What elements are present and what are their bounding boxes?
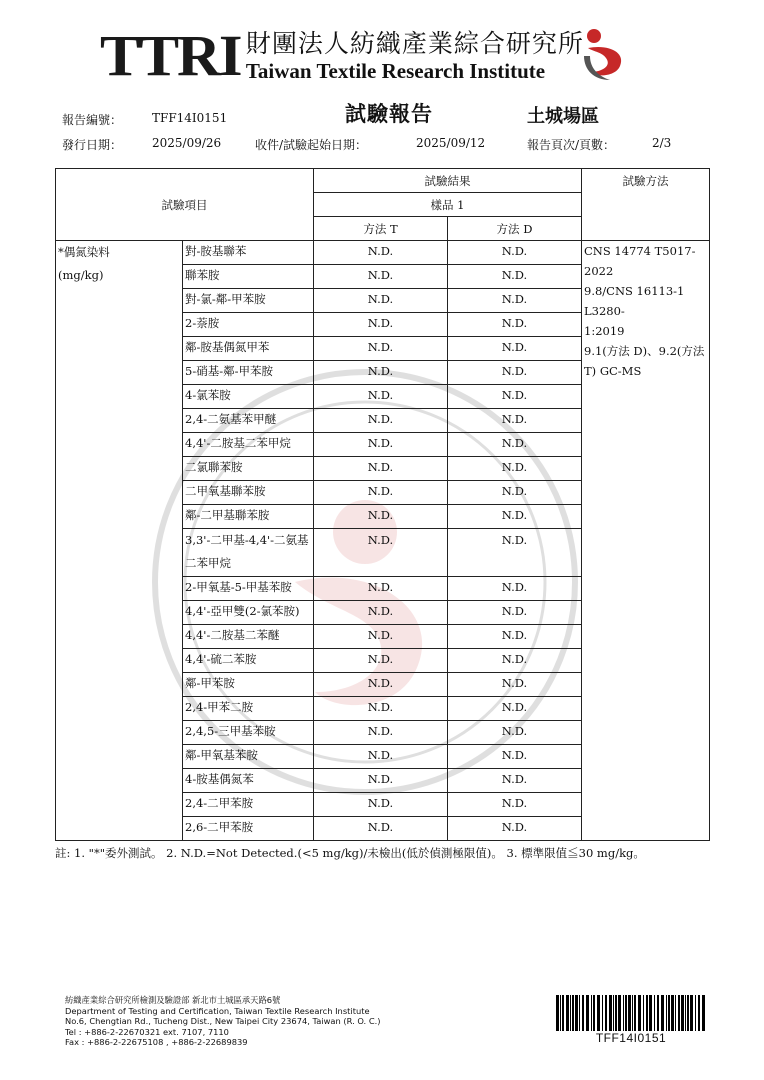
result-method-d: N.D. [448, 241, 582, 265]
barcode-bar [613, 995, 614, 1031]
test-method-line: 1:2019 [584, 324, 625, 338]
org-logo [100, 23, 584, 88]
barcode-bar [681, 995, 684, 1031]
result-method-t: N.D. [314, 577, 448, 601]
barcode-bar [586, 995, 589, 1031]
barcode-bar [579, 995, 580, 1031]
result-method-d: N.D. [448, 457, 582, 481]
result-method-t: N.D. [314, 289, 448, 313]
test-item-name: 3,3'-二甲基-4,4'-二氨基二苯甲烷 [183, 529, 314, 577]
test-method-line: 9.8/CNS 16113-1 L3280- [584, 284, 685, 318]
result-method-t: N.D. [314, 745, 448, 769]
result-method-d: N.D. [448, 361, 582, 385]
result-method-d: N.D. [448, 769, 582, 793]
result-method-d: N.D. [448, 817, 582, 841]
barcode-bar [591, 995, 592, 1031]
result-method-d: N.D. [448, 265, 582, 289]
page-label: 報告頁次/頁數： [527, 138, 616, 152]
test-item-name: 二甲氧基聯苯胺 [183, 481, 314, 505]
result-method-t: N.D. [314, 721, 448, 745]
result-method-t: N.D. [314, 433, 448, 457]
test-method-line: 9.1(方法 D)、9.2(方法 [584, 344, 705, 358]
receive-date: 2025/09/12 [416, 136, 486, 150]
result-method-t: N.D. [314, 625, 448, 649]
barcode-bar [657, 995, 659, 1031]
result-method-d: N.D. [448, 409, 582, 433]
report-no-label: 報告編號： [62, 113, 123, 127]
test-item-name: 聯苯胺 [183, 265, 314, 289]
report-title: 試驗報告 [345, 102, 433, 126]
col-method: 試驗方法 [582, 169, 710, 241]
test-item-name: 鄰-胺基偶氮甲苯 [183, 337, 314, 361]
barcode-bar [685, 995, 686, 1031]
test-item-name: 對-氯-鄰-甲苯胺 [183, 289, 314, 313]
barcode-bar [560, 995, 561, 1031]
category-unit: (mg/kg) [58, 268, 104, 282]
result-method-t: N.D. [314, 649, 448, 673]
result-method-t: N.D. [314, 601, 448, 625]
footer-line: Fax : +886-2-22675108 , +886-2-22689839 [65, 1037, 248, 1047]
test-item-name: 2,4-二甲苯胺 [183, 793, 314, 817]
result-method-t: N.D. [314, 673, 448, 697]
page-value: 2/3 [652, 136, 672, 150]
barcode-bar [582, 995, 584, 1031]
test-item-name: 鄰-甲氧基苯胺 [183, 745, 314, 769]
issue-date-label: 發行日期： [62, 138, 123, 152]
method-d-header: 方法 D [448, 217, 582, 241]
result-method-d: N.D. [448, 385, 582, 409]
result-method-d: N.D. [448, 625, 582, 649]
test-item-name: 2-甲氧基-5-甲基苯胺 [183, 577, 314, 601]
barcode-bar [597, 995, 600, 1031]
test-item-name: 5-硝基-鄰-甲苯胺 [183, 361, 314, 385]
barcode-bar [572, 995, 574, 1031]
barcode-bar [654, 995, 655, 1031]
result-method-d: N.D. [448, 337, 582, 361]
barcode-bar [632, 995, 633, 1031]
report-no: TFF14I0151 [152, 111, 228, 125]
issue-date: 2025/09/26 [152, 136, 222, 150]
barcode-bar [623, 995, 624, 1031]
test-item-name: 4-氯苯胺 [183, 385, 314, 409]
barcode-bar [678, 995, 680, 1031]
barcode-bar [702, 995, 705, 1031]
result-method-t: N.D. [314, 313, 448, 337]
barcode-text: TFF14I0151 [595, 1031, 667, 1045]
org-name-zh: 財團法人紡織產業綜合研究所 [245, 29, 584, 58]
barcode-bar [618, 995, 621, 1031]
result-method-t: N.D. [314, 793, 448, 817]
barcode-bar [661, 995, 664, 1031]
result-method-d: N.D. [448, 313, 582, 337]
test-item-name: 2-萘胺 [183, 313, 314, 337]
result-method-d: N.D. [448, 721, 582, 745]
method-t-header: 方法 T [314, 217, 448, 241]
result-method-t: N.D. [314, 241, 448, 265]
result-method-t: N.D. [314, 385, 448, 409]
barcode-bar [687, 995, 689, 1031]
barcode-bar [690, 995, 693, 1031]
result-method-d: N.D. [448, 793, 582, 817]
result-method-t: N.D. [314, 337, 448, 361]
sample-label: 樣品 1 [314, 193, 582, 217]
barcode-bar [646, 995, 648, 1031]
result-method-d: N.D. [448, 601, 582, 625]
test-item-name: 4,4'-亞甲雙(2-氯苯胺) [183, 601, 314, 625]
category-cell [56, 241, 183, 841]
test-method-line: CNS 14774 T5017-2022 [584, 244, 696, 278]
barcode-bar [671, 995, 674, 1031]
test-item-name: 二氯聯苯胺 [183, 457, 314, 481]
test-item-name: 2,4-甲苯二胺 [183, 697, 314, 721]
barcode-bar [666, 995, 667, 1031]
test-item-name: 2,6-二甲苯胺 [183, 817, 314, 841]
test-item-name: 鄰-二甲基聯苯胺 [183, 505, 314, 529]
barcode-bar [638, 995, 641, 1031]
col-result: 試驗結果 [314, 169, 582, 193]
barcode-bar [593, 995, 595, 1031]
test-method-line: T) GC-MS [584, 364, 642, 378]
result-method-t: N.D. [314, 361, 448, 385]
logo-ttri-text: TTRI [100, 23, 241, 88]
barcode-bar [643, 995, 644, 1031]
col-test-item: 試驗項目 [56, 169, 314, 241]
footer-line: Department of Testing and Certification, Taiwan Textile Research Institute [65, 1005, 370, 1016]
test-item-name: 4,4'-硫二苯胺 [183, 649, 314, 673]
result-method-t: N.D. [314, 817, 448, 841]
footer-address [65, 995, 381, 1048]
test-item-name: 2,4,5-三甲基苯胺 [183, 721, 314, 745]
barcode-bar [628, 995, 631, 1031]
barcode-bar [625, 995, 627, 1031]
test-item-name: 4,4'-二胺基二苯醚 [183, 625, 314, 649]
test-item-name: 對-胺基聯苯 [183, 241, 314, 265]
table-row [56, 241, 710, 265]
barcode-bar [602, 995, 603, 1031]
test-item-name: 4,4'-二胺基二苯甲烷 [183, 433, 314, 457]
barcode-bar [609, 995, 612, 1031]
result-method-d: N.D. [448, 481, 582, 505]
barcode-bar [562, 995, 564, 1031]
footnote: 註: 1. "*"委外測試。 2. N.D.=Not Detected.(<5 mg/kg)/未檢出(低於偵測極限值)。 3. 標準限值≦30 mg/kg。 [55, 846, 645, 860]
result-method-t: N.D. [314, 481, 448, 505]
site-name: 土城場區 [527, 106, 599, 127]
barcode-bar [698, 995, 700, 1031]
ttri-emblem-icon [580, 26, 632, 84]
footer-line: Tel : +886-2-22670321 ext. 7107, 7110 [65, 1026, 229, 1037]
barcode-bar [605, 995, 607, 1031]
result-method-d: N.D. [448, 577, 582, 601]
barcode-bar [566, 995, 569, 1031]
barcode-bar [649, 995, 652, 1031]
barcode-icon [556, 995, 706, 1031]
results-table [55, 168, 710, 841]
barcode-bar [615, 995, 617, 1031]
result-method-d: N.D. [448, 649, 582, 673]
result-method-d: N.D. [448, 745, 582, 769]
result-method-t: N.D. [314, 769, 448, 793]
barcode-bar [668, 995, 670, 1031]
result-method-t: N.D. [314, 409, 448, 433]
test-item-name: 鄰-甲苯胺 [183, 673, 314, 697]
category-label: *偶氮染料 [58, 245, 110, 259]
result-method-t: N.D. [314, 697, 448, 721]
barcode-bar [575, 995, 578, 1031]
result-method-t: N.D. [314, 505, 448, 529]
result-method-t: N.D. [314, 457, 448, 481]
footer-line: 紡織產業綜合研究所檢測及驗證部 新北市土城區承天路6號 [65, 995, 281, 1005]
result-method-t: N.D. [314, 265, 448, 289]
result-method-d: N.D. [448, 529, 582, 577]
result-method-d: N.D. [448, 505, 582, 529]
org-name-en: Taiwan Textile Research Institute [245, 59, 546, 83]
test-item-name: 4-胺基偶氮苯 [183, 769, 314, 793]
result-method-t: N.D. [314, 529, 448, 577]
barcode-bar [695, 995, 696, 1031]
test-item-name: 2,4-二氨基苯甲醚 [183, 409, 314, 433]
result-method-d: N.D. [448, 697, 582, 721]
footer-line: No.6, Chengtian Rd., Tucheng Dist., New Taipei City 23674, Taiwan (R. O. C.) [65, 1016, 381, 1026]
barcode-bar [556, 995, 559, 1031]
barcode-bar [634, 995, 636, 1031]
result-method-d: N.D. [448, 433, 582, 457]
barcode-bar [675, 995, 676, 1031]
barcode-bar [570, 995, 571, 1031]
receive-date-label: 收件/試驗起始日期： [255, 138, 368, 152]
result-method-d: N.D. [448, 289, 582, 313]
result-method-d: N.D. [448, 673, 582, 697]
test-method-cell [582, 241, 710, 841]
